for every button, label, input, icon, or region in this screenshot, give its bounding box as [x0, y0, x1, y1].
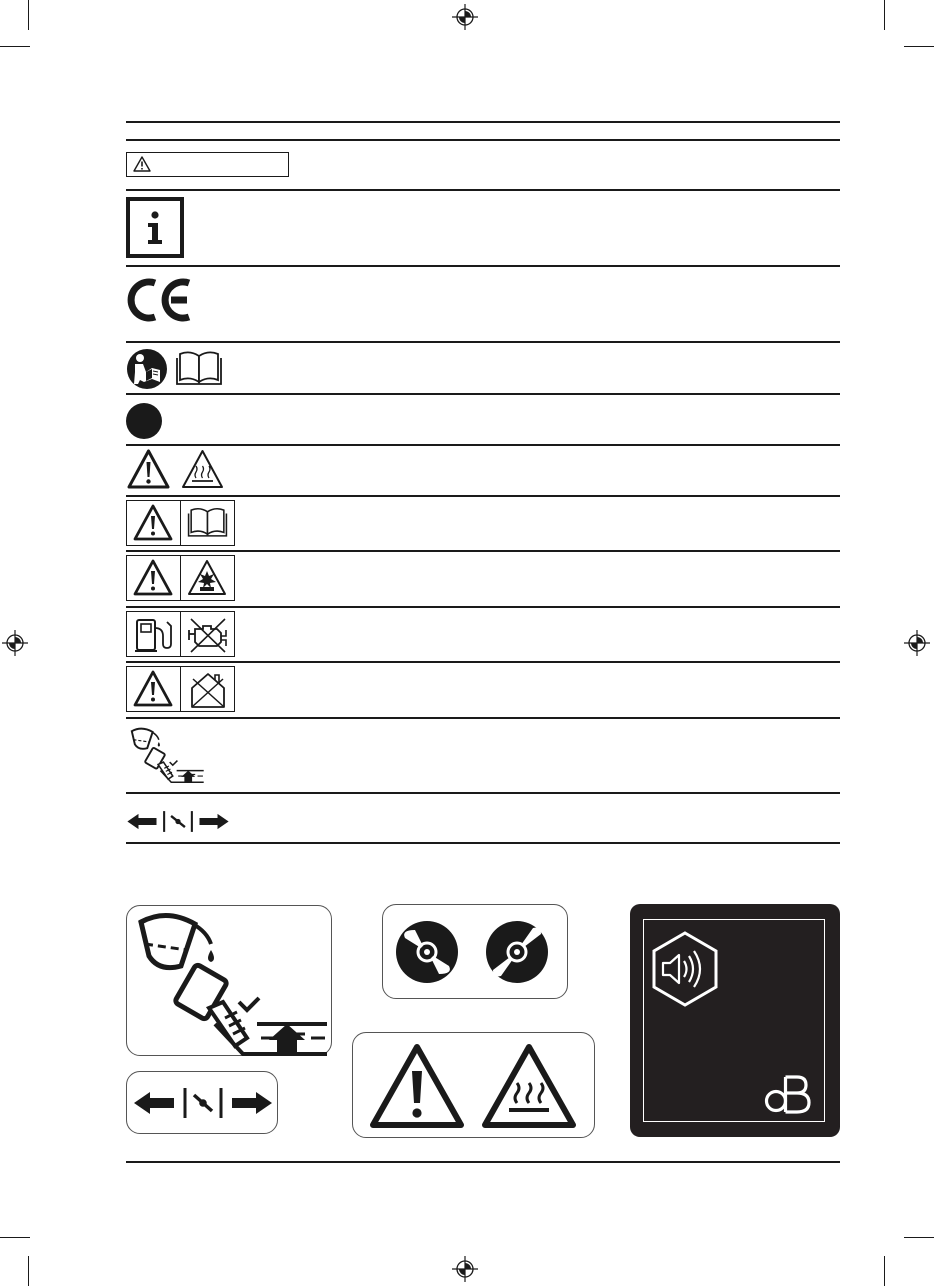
table-rule [126, 717, 840, 719]
fuel-cell [126, 611, 181, 657]
no-indoor-use-icon [187, 670, 229, 710]
valve-open-icon [485, 920, 549, 984]
valve-closed-icon [395, 920, 459, 984]
ce-mark-icon [125, 277, 195, 323]
hot-surface-icon [180, 448, 225, 490]
table-rule [126, 495, 840, 497]
table-top-rule [126, 121, 840, 123]
open-book-icon [174, 350, 224, 388]
sound-power-icon [651, 930, 719, 1008]
table-rule [126, 792, 840, 794]
explosion-cell [180, 555, 235, 601]
hot-surface-icon [481, 1043, 577, 1129]
oil-fill-panel [126, 905, 332, 1056]
page-bottom-rule [126, 1161, 840, 1163]
table-rule [126, 189, 840, 191]
fuel-valve-panel [382, 904, 568, 999]
manual-cell [180, 500, 235, 546]
table-rule [126, 661, 840, 663]
warning-triangle-icon [133, 156, 151, 172]
registration-mark-bottom [452, 1256, 478, 1282]
registration-mark-right [904, 630, 930, 656]
no-engine-cell [180, 611, 235, 657]
info-icon [126, 197, 184, 258]
read-manual-person-icon [126, 348, 168, 390]
warning-triangle-icon [126, 448, 171, 490]
table-rule [126, 341, 840, 343]
table-rule [126, 606, 840, 608]
table-rule [126, 265, 840, 267]
explosion-hazard-icon [186, 558, 228, 597]
warning-cell [126, 500, 181, 546]
choke-lever-icon [126, 809, 230, 834]
table-rule [126, 393, 840, 395]
warning-panel [352, 1032, 595, 1138]
warning-triangle-icon [132, 503, 174, 542]
black-dot-icon [126, 403, 162, 439]
decibel-unit-glyph [764, 1074, 814, 1116]
choke-panel [126, 1071, 278, 1134]
warning-cell [126, 555, 181, 601]
no-indoor-cell [180, 666, 235, 712]
sound-power-panel [630, 904, 840, 1137]
oil-fill-icon [124, 725, 208, 783]
table-rule [126, 139, 840, 141]
registration-mark-top [452, 4, 478, 30]
table-rule [126, 444, 840, 446]
warning-cell [126, 666, 181, 712]
warning-triangle-icon [132, 558, 174, 597]
warning-triangle-icon [132, 669, 174, 708]
table-rule [126, 550, 840, 552]
warning-triangle-icon [369, 1043, 465, 1129]
signal-word-box [126, 152, 289, 177]
oil-fill-icon [127, 906, 332, 1056]
registration-mark-left [2, 630, 28, 656]
open-book-icon [186, 506, 229, 540]
table-bottom-rule [126, 842, 840, 844]
fuel-pump-icon [133, 616, 175, 654]
choke-lever-icon [128, 1085, 278, 1121]
no-engine-refuel-icon [187, 616, 229, 654]
